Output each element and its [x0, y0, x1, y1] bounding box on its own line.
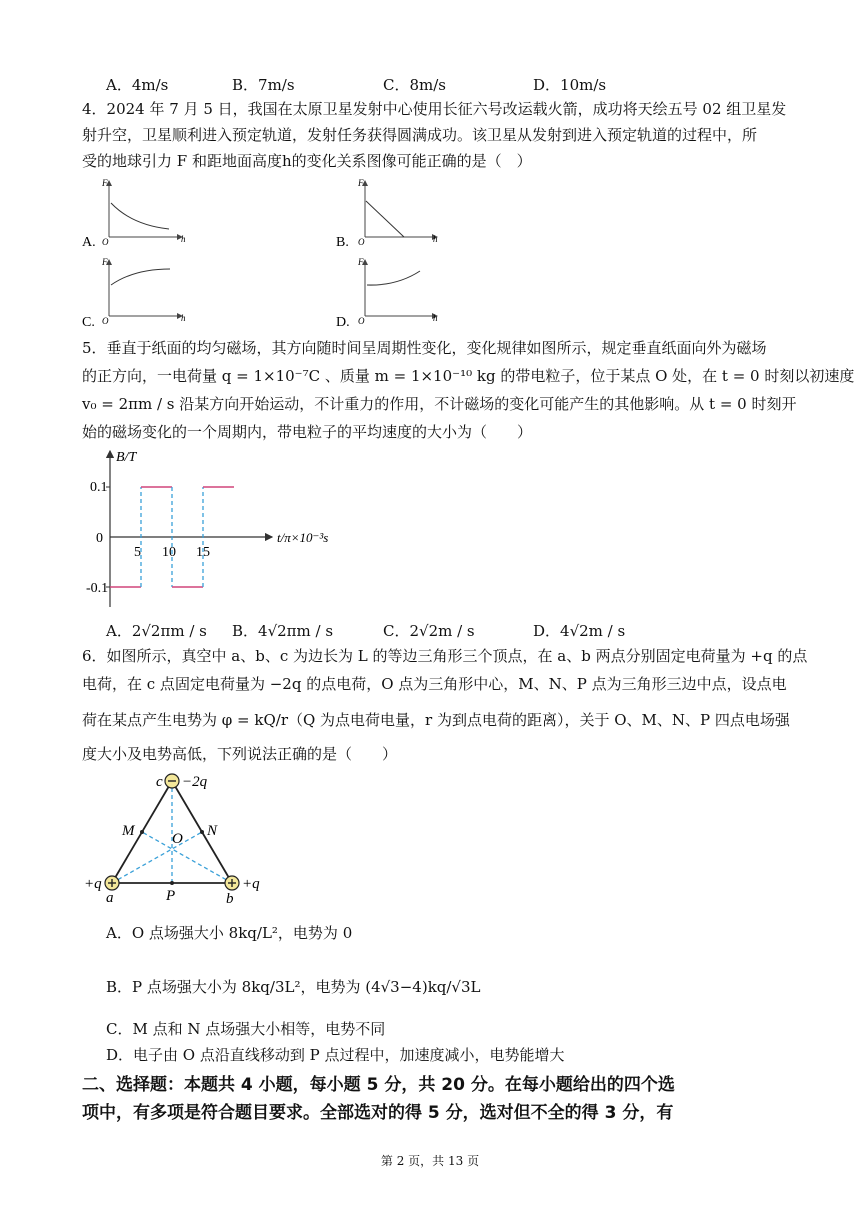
q4-a-origin: O [102, 237, 109, 247]
xtick-15: 15 [196, 545, 210, 560]
q4-line-2: 射升空，卫星顺利进入预定轨道，发射任务获得圆满成功。该卫星从发射到进入预定轨道的过程中，所 [82, 126, 758, 144]
ytick-0: 0 [96, 531, 103, 546]
label-m: M [122, 823, 135, 839]
label-p: P [166, 888, 176, 904]
label-b-charge: +q [242, 876, 260, 892]
q4-a-axis-h: h [181, 234, 186, 244]
q4-c-axis-f: F [102, 257, 108, 267]
q4-label-a: A. [82, 235, 96, 250]
q4-label-d: D. [336, 315, 350, 330]
page-footer: 第 2 页，共 13 页 [380, 1154, 480, 1168]
label-c: c [156, 774, 163, 790]
q6-option-a: A．O 点场强大小 8kq/L²，电势为 0 [106, 924, 353, 942]
q4-b-origin: O [358, 237, 365, 247]
label-o: O [172, 831, 183, 847]
q4-b-axis-h: h [433, 234, 438, 244]
charge-b [225, 876, 239, 890]
q3-option-b: B．7m/s [232, 76, 295, 94]
q4-label-c: C. [82, 315, 95, 330]
q5-bt-graph [82, 445, 362, 615]
q4-b-axis-f: F [358, 178, 364, 188]
q6-option-d: D．电子由 O 点沿直线移动到 P 点过程中，加速度减小，电势能增大 [106, 1046, 565, 1064]
xtick-5: 5 [134, 545, 141, 560]
q5-line-4: 始的磁场变化的一个周期内，带电粒子的平均速度的大小为（ ） [82, 423, 533, 441]
q6-line-2: 电荷，在 c 点固定电荷量为 −2q 的点电荷，O 点为三角形中心，M、N、P 点为三角形三边中点，设点电 [82, 675, 787, 693]
charge-c [165, 774, 179, 788]
q5-line-3: v₀ = 2πm / s 沿某方向开始运动，不计重力的作用，不计磁场的变化可能产生的其他影响。从 t = 0 时刻开 [82, 395, 797, 413]
q3-option-d: D．10m/s [533, 76, 607, 94]
q3-option-a: A．4m/s [106, 76, 169, 94]
section-2-line-2: 项中，有多项是符合题目要求。全部选对的得 5 分，选对但不全的得 3 分，有 [82, 1103, 674, 1123]
q6-triangle-figure [82, 766, 282, 908]
q4-graph-b [336, 178, 438, 250]
q5-option-c: C．2√2m / s [383, 622, 475, 640]
q4-a-axis-f: F [102, 178, 108, 188]
x-axis-label: t/π×10⁻³s [277, 530, 329, 545]
xtick-10: 10 [162, 545, 176, 560]
q4-graph-a [82, 178, 186, 250]
label-a-charge: +q [84, 876, 102, 892]
q4-graphs [82, 175, 502, 335]
q5-option-a: A．2√2πm / s [106, 622, 207, 640]
q5-line-1: 5．垂直于纸面的均匀磁场，其方向随时间呈周期性变化，变化规律如图所示，规定垂直纸面向外为磁场 [82, 339, 767, 357]
q6-option-c: C．M 点和 N 点场强大小相等，电势不同 [106, 1020, 386, 1038]
q3-option-c: C．8m/s [383, 76, 446, 94]
ytick-0p1: 0.1 [90, 480, 108, 495]
q5-option-b: B．4√2πm / s [232, 622, 334, 640]
q4-label-b: B. [336, 235, 349, 250]
q5-option-d: D．4√2m / s [533, 622, 626, 640]
q6-line-1: 6．如图所示，真空中 a、b、c 为边长为 L 的等边三角形三个顶点，在 a、b 两点分别固定电荷量为 +q 的点 [82, 647, 808, 665]
q4-line-1: 4．2024 年 7 月 5 日，我国在太原卫星发射中心使用长征六号改运载火箭，成功将天绘五号 02 组卫星发 [82, 100, 787, 118]
y-axis-label: B/T [116, 450, 137, 465]
q4-c-axis-h: h [181, 313, 186, 323]
q4-graph-c [82, 257, 186, 330]
label-a: a [106, 890, 114, 906]
q6-line-3: 荷在某点产生电势为 φ = kQ/r（Q 为点电荷电量，r 为到点电荷的距离），关于 O、M、N、P 四点电场强 [82, 711, 790, 729]
q6-line-4: 度大小及电势高低，下列说法正确的是（ ） [82, 745, 398, 763]
q5-line-2: 的正方向，一电荷量 q = 1×10⁻⁷C 、质量 m = 1×10⁻¹⁰ kg 的带电粒子，位于某点 O 处，在 t = 0 时刻以初速度 [82, 367, 855, 385]
q4-graph-d [336, 257, 438, 330]
q6-option-b: B．P 点场强大小为 8kq/3L²，电势为 (4√3−4)kq/√3L [106, 978, 481, 996]
q4-d-axis-f: F [358, 257, 364, 267]
q4-d-axis-h: h [433, 313, 438, 323]
q4-c-origin: O [102, 316, 109, 326]
label-n: N [207, 823, 218, 839]
section-2-line-1: 二、选择题：本题共 4 小题，每小题 5 分，共 20 分。在每小题给出的四个选 [82, 1075, 675, 1095]
charge-a [105, 876, 119, 890]
label-b: b [226, 891, 234, 907]
q4-d-origin: O [358, 316, 365, 326]
label-c-charge: −2q [182, 774, 208, 790]
q4-line-3: 受的地球引力 F 和距地面高度h的变化关系图像可能正确的是（ ） [82, 152, 532, 170]
ytick-neg0p1: -0.1 [86, 581, 109, 596]
